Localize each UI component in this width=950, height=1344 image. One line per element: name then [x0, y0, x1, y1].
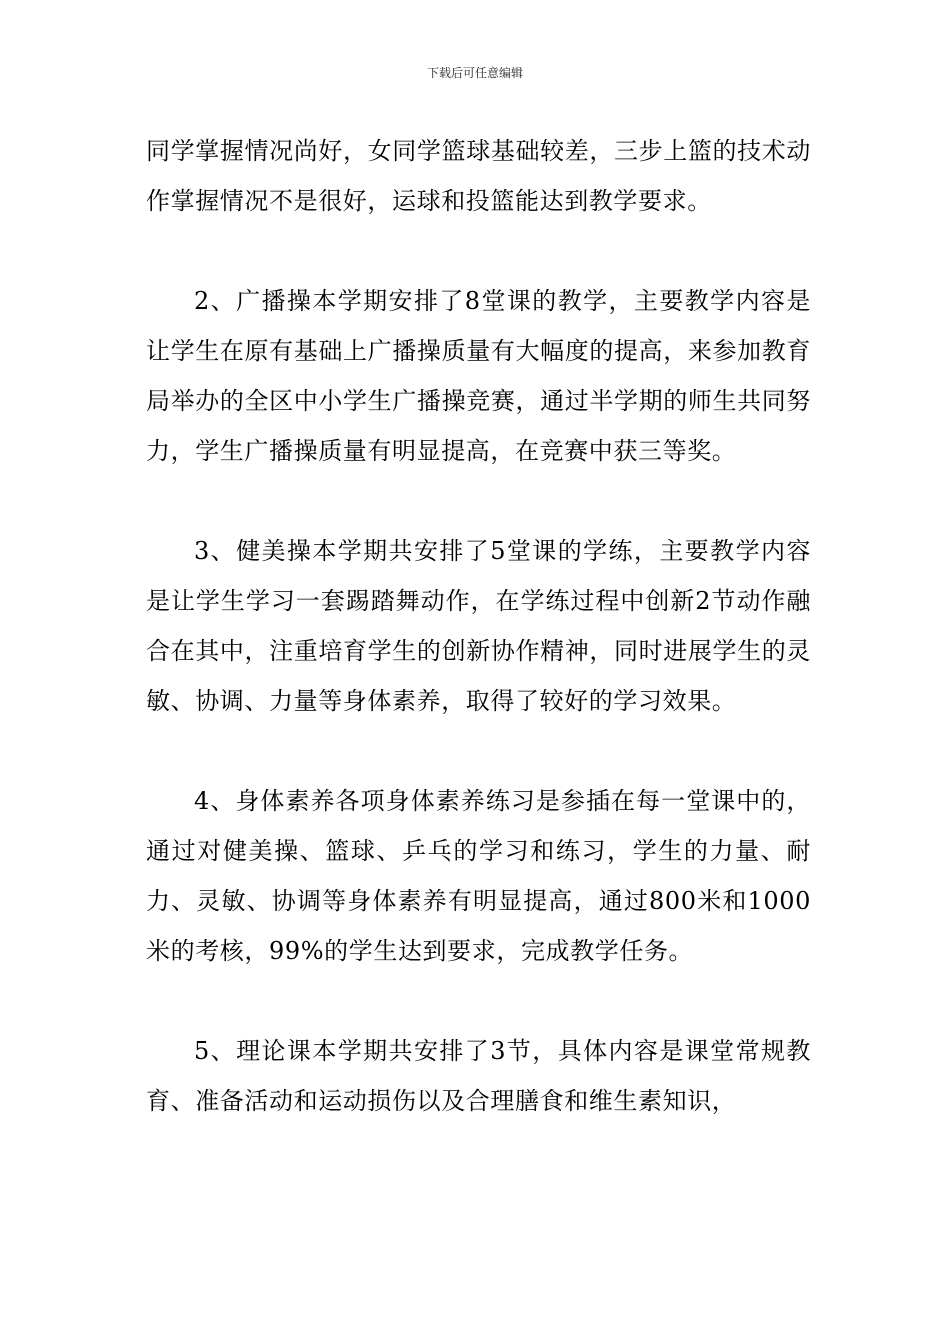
paragraph-theory-class: 5、理论课本学期共安排了3节，具体内容是课堂常规教育、准备活动和运动损伤以及合理膳食和维生素知识， [146, 1037, 811, 1115]
paragraph-aerobics: 3、健美操本学期共安排了5堂课的学练，主要教学内容是让学生学习一套踢踏舞动作，在学练过程中创新2节动作融合在其中，注重培育学生的创新协作精神，同时进展学生的灵敏、协调、力量等身体素养，取得了较好的学习效果。 [146, 537, 811, 715]
paragraph-broadcast-exercise: 2、广播操本学期安排了8堂课的教学，主要教学内容是让学生在原有基础上广播操质量有大幅度的提高，来参加教育局举办的全区中小学生广播操竞赛，通过半学期的师生共同努力，学生广播操质量有明显提高，在竞赛中获三等奖。 [146, 287, 811, 465]
document-body [146, 126, 811, 1176]
paragraph-basketball-continued: 同学掌握情况尚好，女同学篮球基础较差，三步上篮的技术动作掌握情况不是很好，运球和投篮能达到教学要求。 [146, 137, 811, 215]
page-header: 下载后可任意编辑 [426, 66, 523, 80]
paragraph-physical-fitness: 4、身体素养各项身体素养练习是参插在每一堂课中的，通过对健美操、篮球、乒乓的学习和练习，学生的力量、耐力、灵敏、协调等身体素养有明显提高，通过800米和1000米的考核，99%的学生达到要求，完成教学任务。 [146, 787, 811, 965]
